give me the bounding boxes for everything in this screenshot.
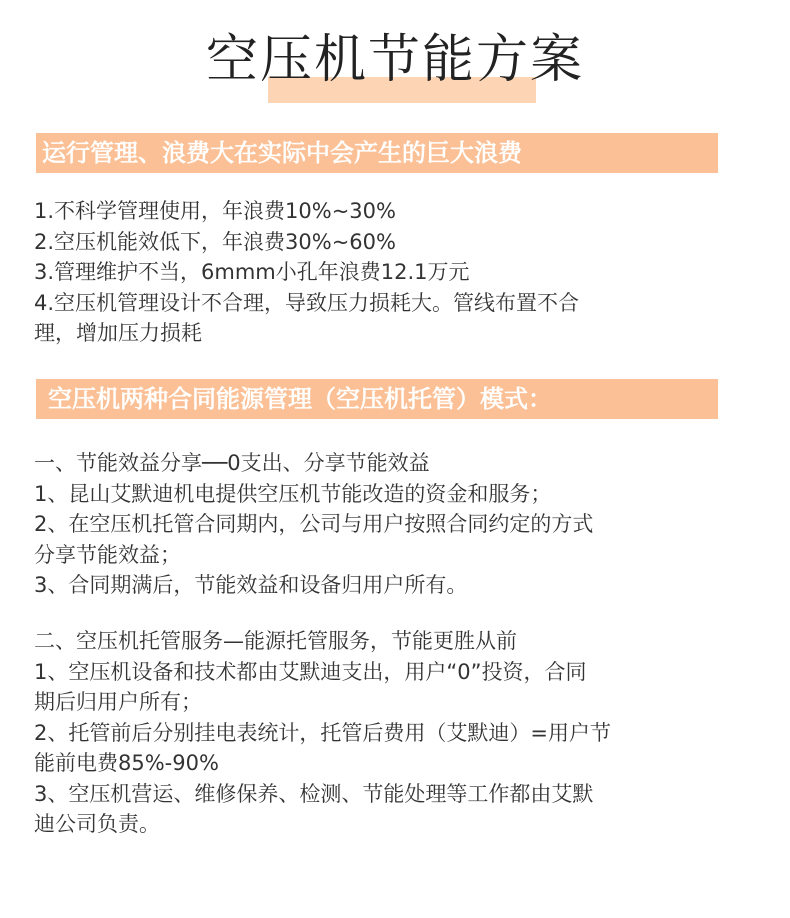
section-body-mode-one [34,448,734,601]
page-title: 空压机节能方案 [205,30,584,90]
text-line: 理，增加压力损耗 [34,321,202,345]
text-line: 1、空压机设备和技术都由艾默迪支出，用户“0”投资，合同 [34,659,587,684]
text-line: 分享节能效益； [34,542,181,567]
text-line: 2.空压机能效低下，年浪费30%~60% [34,229,396,254]
text-line: 3、空压机营运、维修保养、检测、节能处理等工作都由艾默 [34,781,594,806]
text-line: 3、合同期满后，节能效益和设备归用户所有。 [34,573,468,597]
text-line: 2、在空压机托管合同期内，公司与用户按照合同约定的方式 [34,512,594,536]
text-line: 二、空压机托管服务—能源托管服务，节能更胜从前 [34,629,517,653]
section-header-waste: 运行管理、浪费大在实际中会产生的巨大浪费 [36,133,718,173]
text-line: 1、昆山艾默迪机电提供空压机节能改造的资金和服务； [34,481,552,506]
text-line: 迪公司负责。 [34,812,160,836]
text-line: 1.不科学管理使用，年浪费10%~30% [34,199,396,223]
section-body-waste [34,196,734,349]
text-line: 一、节能效益分享──0支出、分享节能效益 [34,451,430,475]
section-body-mode-two [34,626,734,840]
text-line: 期后归用户所有； [34,690,202,714]
title-area [0,22,790,102]
text-line: 2、托管前后分别挂电表统计，托管后费用（艾默迪）=用户节 [34,720,611,745]
section-header-modes: 空压机两种合同能源管理（空压机托管）模式： [36,379,718,419]
text-line: 3.管理维护不当，6mmm小孔年浪费12.1万元 [34,260,470,284]
text-line: 4.空压机管理设计不合理，导致压力损耗大。管线布置不合 [34,290,580,315]
text-line: 能前电费85%-90% [34,751,219,775]
